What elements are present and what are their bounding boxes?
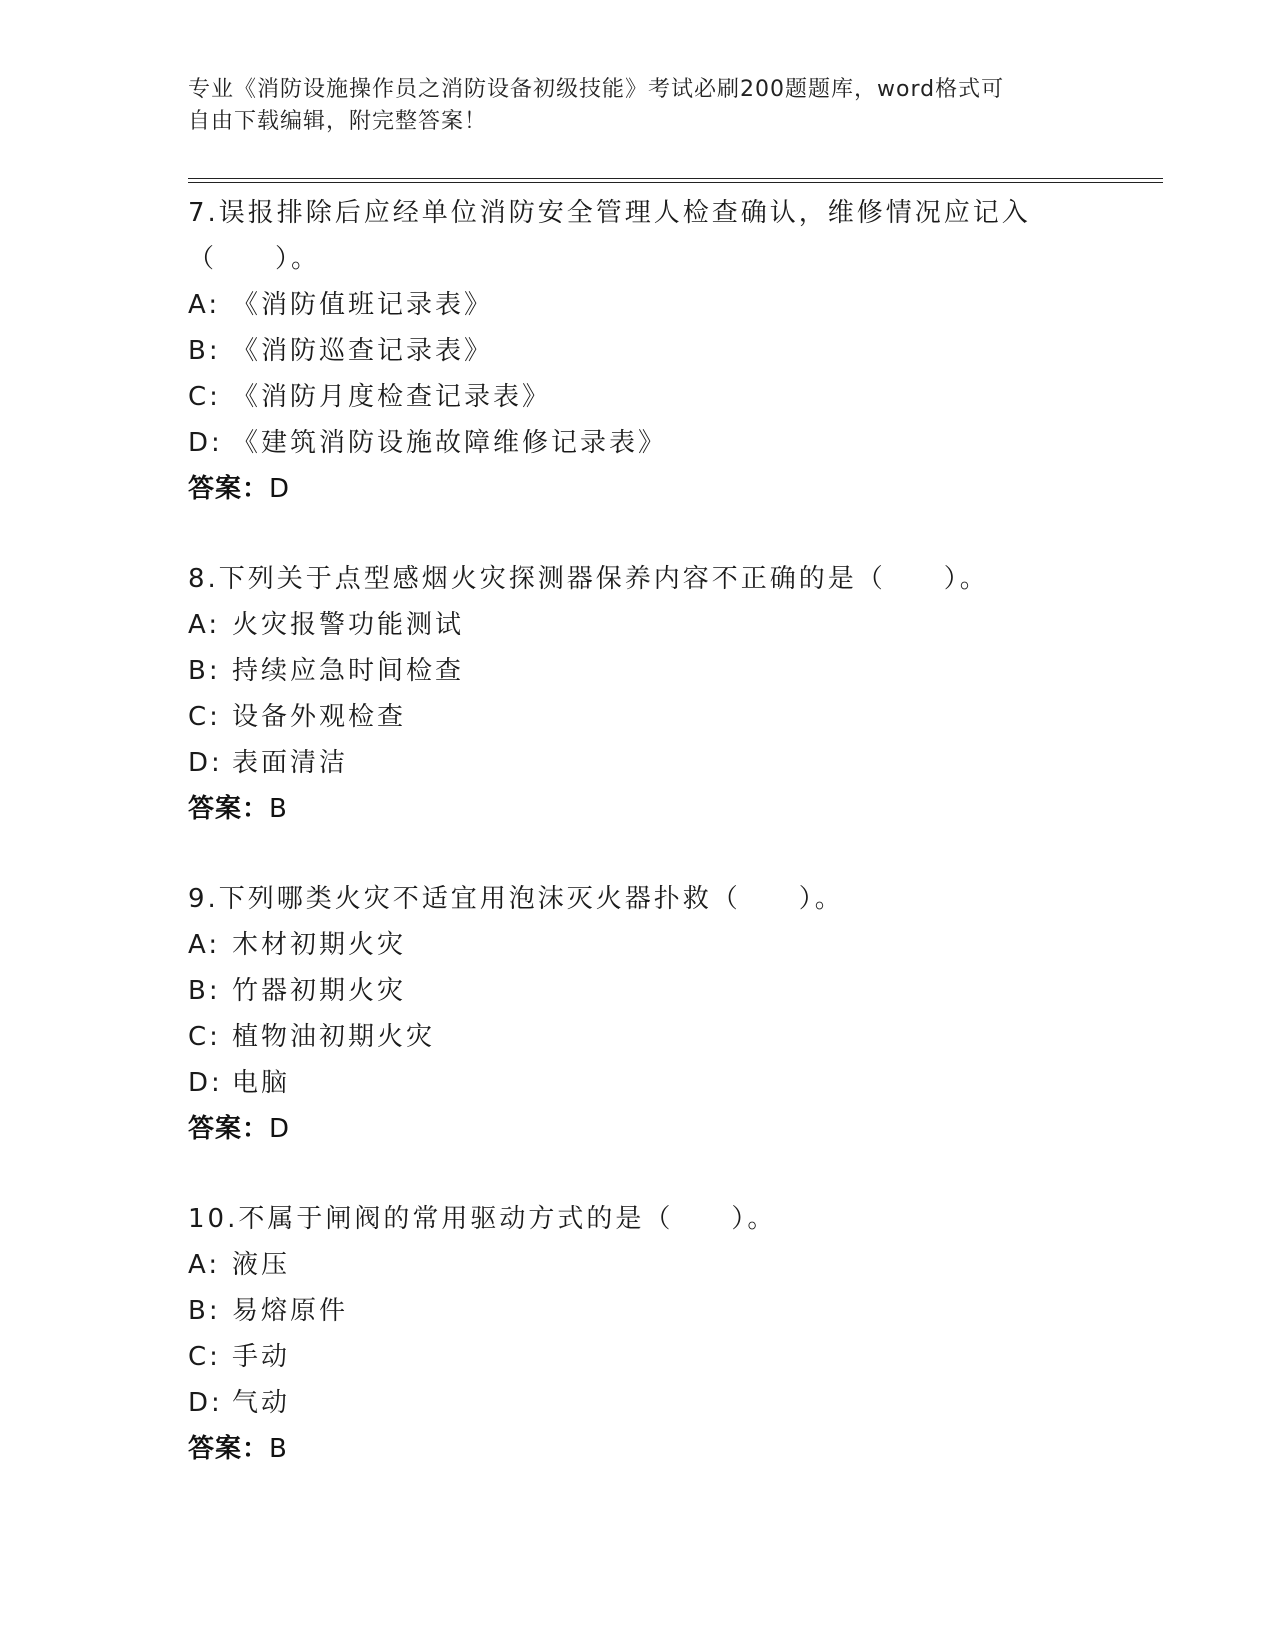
- option-b: [188, 328, 1163, 374]
- option-text: 竹器初期火灾: [232, 976, 407, 1006]
- answer-value: D: [269, 1114, 291, 1144]
- option-text: 手动: [232, 1342, 291, 1372]
- option-text: 液压: [232, 1250, 291, 1280]
- option-letter: D:: [188, 748, 223, 778]
- option-text: 《消防巡查记录表》: [232, 336, 494, 366]
- option-text: 木材初期火灾: [232, 930, 407, 960]
- option-letter: A:: [188, 610, 221, 640]
- option-letter: D:: [188, 428, 223, 458]
- option-letter: B:: [188, 1296, 221, 1326]
- question-text: 10.不属于闸阀的常用驱动方式的是（ ）。: [188, 1204, 777, 1234]
- option-c: [188, 1334, 1163, 1380]
- option-d: [188, 1060, 1163, 1106]
- option-text: 《消防月度检查记录表》: [232, 382, 552, 412]
- option-text: 持续应急时间检查: [232, 656, 465, 686]
- option-a: [188, 602, 1163, 648]
- option-letter: A:: [188, 930, 221, 960]
- option-letter: B:: [188, 976, 221, 1006]
- header-divider: [188, 178, 1163, 183]
- option-c: [188, 374, 1163, 420]
- option-a: [188, 282, 1163, 328]
- document-header: [188, 74, 1068, 138]
- option-c: [188, 694, 1163, 740]
- option-letter: C:: [188, 382, 221, 412]
- option-d: [188, 1380, 1163, 1426]
- answer-value: B: [269, 1434, 288, 1464]
- answer: [188, 1106, 1163, 1152]
- option-letter: A:: [188, 1250, 221, 1280]
- question-10: [188, 1196, 1163, 1472]
- question-7: [188, 190, 1163, 512]
- header-line-1: 专业《消防设施操作员之消防设备初级技能》考试必刷200题题库，word格式可: [188, 77, 1005, 102]
- option-text: 植物油初期火灾: [232, 1022, 436, 1052]
- answer-value: B: [269, 794, 288, 824]
- header-line-2: 自由下载编辑，附完整答案！: [188, 109, 488, 134]
- option-text: 表面清洁: [232, 748, 349, 778]
- option-text: 电脑: [232, 1068, 291, 1098]
- option-letter: D:: [188, 1388, 223, 1418]
- option-letter: C:: [188, 1022, 221, 1052]
- option-text: 易熔原件: [232, 1296, 349, 1326]
- option-text: 气动: [232, 1388, 291, 1418]
- option-letter: D:: [188, 1068, 223, 1098]
- answer-label: 答案：: [188, 1114, 270, 1144]
- option-letter: B:: [188, 336, 221, 366]
- question-list: [188, 190, 1163, 1472]
- option-letter: B:: [188, 656, 221, 686]
- option-letter: C:: [188, 702, 221, 732]
- question-text: 8.下列关于点型感烟火灾探测器保养内容不正确的是（ ）。: [188, 564, 989, 594]
- answer: [188, 1426, 1163, 1472]
- option-c: [188, 1014, 1163, 1060]
- answer-value: D: [269, 474, 291, 504]
- option-text: 火灾报警功能测试: [232, 610, 465, 640]
- option-a: [188, 1242, 1163, 1288]
- option-d: [188, 420, 1163, 466]
- answer: [188, 786, 1163, 832]
- option-a: [188, 922, 1163, 968]
- option-text: 设备外观检查: [232, 702, 407, 732]
- question-text: 9.下列哪类火灾不适宜用泡沫灭火器扑救（ ）。: [188, 884, 844, 914]
- option-b: [188, 968, 1163, 1014]
- answer-label: 答案：: [188, 1434, 270, 1464]
- question-8: [188, 556, 1163, 832]
- option-text: 《建筑消防设施故障维修记录表》: [232, 428, 668, 458]
- answer: [188, 466, 1163, 512]
- answer-label: 答案：: [188, 794, 270, 824]
- question-text: 7.误报排除后应经单位消防安全管理人检查确认，维修情况应记入（ ）。: [188, 198, 1031, 274]
- option-letter: A:: [188, 290, 221, 320]
- answer-label: 答案：: [188, 474, 270, 504]
- option-text: 《消防值班记录表》: [232, 290, 494, 320]
- option-b: [188, 1288, 1163, 1334]
- question-9: [188, 876, 1163, 1152]
- option-b: [188, 648, 1163, 694]
- option-d: [188, 740, 1163, 786]
- option-letter: C:: [188, 1342, 221, 1372]
